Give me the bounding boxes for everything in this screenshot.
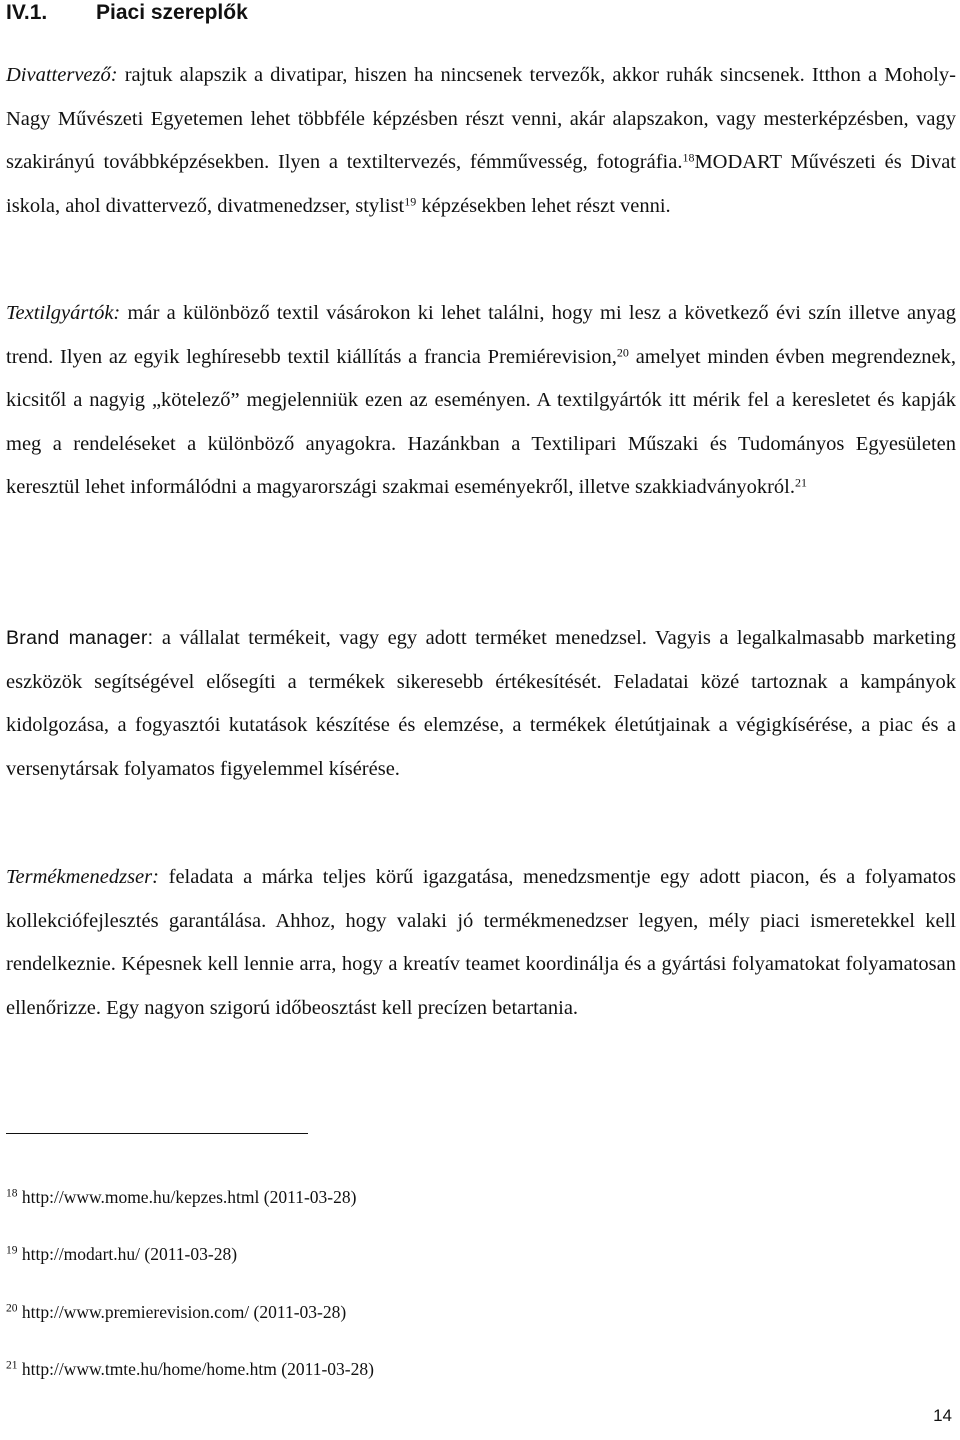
page-number: 14 bbox=[933, 1406, 952, 1425]
footnote-link[interactable]: http://www.mome.hu/kepzes.html (2011-03-28) bbox=[17, 1187, 357, 1207]
footnote-21 bbox=[6, 1358, 374, 1380]
footnote-19 bbox=[6, 1243, 237, 1265]
footnote-number: 19 bbox=[6, 1244, 18, 1257]
footnote-ref-21[interactable]: 21 bbox=[794, 475, 807, 490]
paragraph-text: MODART Művészeti és Divat iskola, ahol divattervező, divatmenedzser, stylist bbox=[6, 151, 956, 217]
paragraph-text: amelyet minden évben megrendeznek, kicsitől a nagyig „kötelező” megjelenniük ezen az eseményen. A textilgyártók itt mérik fel a keresletet és kapják meg a rendeléseket a különböző anyagokra. Hazánkban a Textilipari Műszaki és Tudományos Egyesületen keresztül lehet informálódni a magyarországi szakmai eseményekről, illetve szakkiadványokról. bbox=[6, 345, 956, 498]
paragraph-termekmenedzser bbox=[6, 856, 956, 1030]
section-title: Piaci szereplők bbox=[96, 1, 248, 24]
footnote-18 bbox=[6, 1186, 356, 1208]
term-divattervezo: Divattervező: bbox=[6, 64, 118, 86]
footnote-separator bbox=[6, 1133, 308, 1134]
paragraph-textilgyartok bbox=[6, 292, 956, 510]
footnote-ref-20[interactable]: 20 bbox=[616, 344, 629, 359]
footnote-link[interactable]: http://modart.hu/ (2011-03-28) bbox=[17, 1244, 238, 1264]
footnote-number: 18 bbox=[6, 1187, 18, 1200]
paragraph-text: feladata a márka teljes körű igazgatása, menedzsmentje egy adott piacon, és a folyamatos kollekciófejlesztés garantálása. Ahhoz, hogy valaki jó termékmenedzser legyen, mély piaci ismeretekkel kell rendelkeznie. Képesnek kell lennie arra, hogy a kreatív teamet koordinálja és a gyártási folyamatokat folyamatosan ellenőrizze. Egy nagyon szigorú időbeosztást kell precízen betartania. bbox=[6, 866, 956, 1019]
footnote-link[interactable]: http://www.premierevision.com/ (2011-03-28) bbox=[17, 1302, 347, 1322]
paragraph-text: a vállalat termékeit, vagy egy adott terméket menedzsel. Vagyis a legalkalmasabb marketing eszközök segítségével elősegíti a termékek sikeresebb értékesítését. Feladatai közé tartoznak a kampányok kidolgozása, a fogyasztói kutatások készítése és elemzése, a termékek életútjainak a végigkísérése, a piac és a versenytársak folyamatos figyelemmel kísérése. bbox=[6, 627, 956, 780]
footnote-20 bbox=[6, 1301, 346, 1323]
paragraph-text: már a különböző textil vásárokon ki lehet találni, hogy mi lesz a következő évi szín illetve anyag trend. Ilyen az egyik leghíresebb textil kiállítás a francia Premiérevision, bbox=[6, 302, 956, 368]
footnote-link[interactable]: http://www.tmte.hu/home/home.htm (2011-03-28) bbox=[17, 1359, 374, 1379]
paragraph-brand-manager bbox=[6, 617, 956, 791]
footnote-number: 21 bbox=[6, 1359, 18, 1372]
footnote-ref-18[interactable]: 18 bbox=[682, 150, 695, 165]
footnote-number: 20 bbox=[6, 1302, 18, 1315]
term-textilgyartok: Textilgyártók: bbox=[6, 302, 121, 324]
paragraph-divattervezo bbox=[6, 54, 956, 228]
term-termekmenedzser: Termékmenedzser: bbox=[6, 866, 159, 888]
paragraph-text: képzésekben lehet részt venni. bbox=[416, 194, 671, 217]
section-number: IV.1. bbox=[6, 1, 48, 24]
paragraph-text: rajtuk alapszik a divatipar, hiszen ha nincsenek tervezők, akkor ruhák sincsenek. Itthon a Moholy- Nagy Művészeti Egyetemen lehet többféle képzésben részt venni, akár alapszakon, vagy mesterképzésben, vagy szakirányú továbbképzésekben. Ilyen a textiltervezés, fémművesség, fotográfia. bbox=[6, 64, 956, 173]
section-heading bbox=[6, 0, 248, 26]
footnote-ref-19[interactable]: 19 bbox=[404, 193, 417, 208]
term-brand-manager: Brand manager: bbox=[6, 627, 154, 649]
